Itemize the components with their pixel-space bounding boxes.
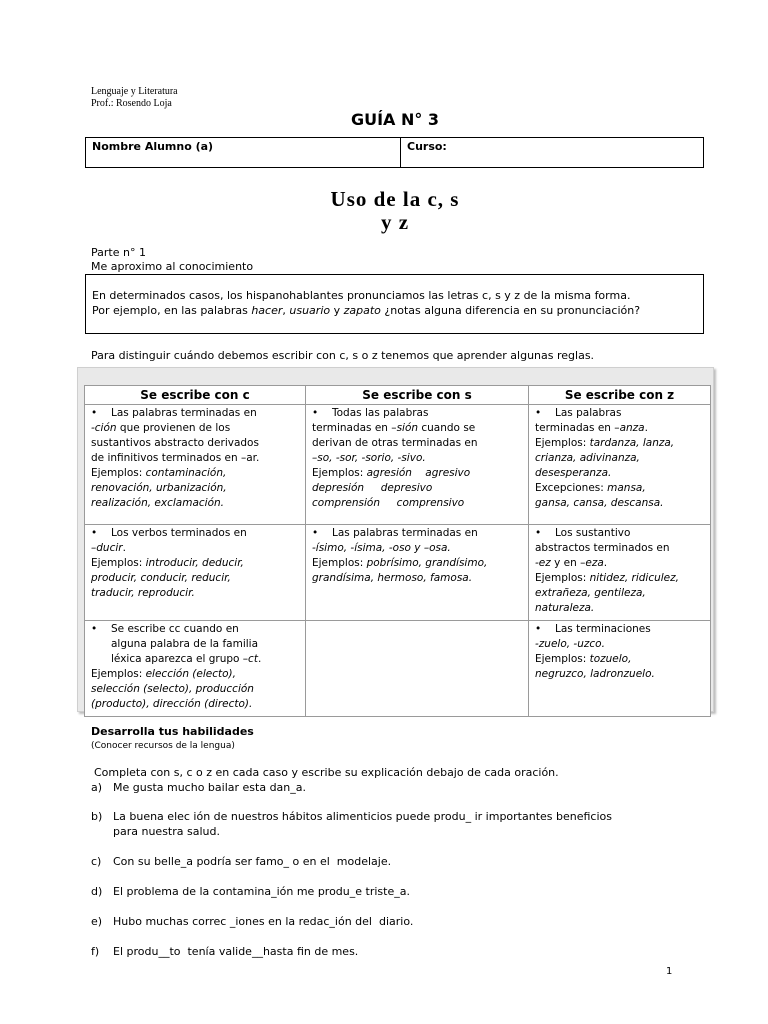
bullet-icon: • xyxy=(312,407,319,419)
student-name-cell[interactable] xyxy=(86,138,401,168)
rule-c-3: • Se escribe cc cuando en alguna palabra de la familia léxica aparezca el grupo –ct. Ejemplos: elección (electo), selección (selecto), producción (producto), dirección (directo). xyxy=(85,621,306,717)
example-word-usuario: usuario xyxy=(289,304,331,317)
rule-s-3-empty xyxy=(306,621,529,717)
part-subtitle: Me aproximo al conocimiento xyxy=(91,260,254,273)
activity-title: Desarrolla tus habilidades xyxy=(91,725,254,738)
header-c: Se escribe con c xyxy=(85,386,306,405)
part-number: Parte n° 1 xyxy=(91,246,146,259)
intro-line1: En determinados casos, los hispanohablantes pronunciamos las letras c, s y z de la misma forma. xyxy=(92,289,631,302)
bullet-icon: • xyxy=(535,407,542,419)
student-info-table xyxy=(85,137,704,168)
student-name-label: Nombre Alumno (a) xyxy=(92,140,214,153)
example-word-hacer: hacer xyxy=(251,304,283,317)
bullet-icon: • xyxy=(535,527,542,539)
question-a: a) Me gusta mucho bailar esta dan_a. xyxy=(91,781,306,794)
main-title xyxy=(290,188,500,234)
intro-box xyxy=(85,274,704,334)
rule-c-1: • Las palabras terminadas en -ción que provienen de los sustantivos abstracto derivados de infinitivos terminados en –ar. Ejemplos: contaminación, renovación, urbanización, realización, exclamación. xyxy=(85,405,306,525)
header-z: Se escribe con z xyxy=(529,386,711,405)
rules-intro: Para distinguir cuándo debemos escribir con c, s o z tenemos que aprender algunas reglas. xyxy=(91,349,595,362)
bullet-icon: • xyxy=(91,407,98,419)
main-title-line1: Uso de la c, s xyxy=(330,187,460,211)
rule-z-3: • Las terminaciones -zuelo, -uzco. Ejemplos: tozuelo, negruzco, ladronzuelo. xyxy=(529,621,711,717)
rules-table xyxy=(84,385,711,717)
bullet-icon: • xyxy=(535,623,542,635)
rule-s-2: • Las palabras terminadas en -ísimo, -ísima, -oso y –osa. Ejemplos: pobrísimo, grandísimo, grandísima, hermoso, famosa. xyxy=(306,525,529,621)
rule-c-2: • Los verbos terminados en –ducir. Ejemplos: introducir, deducir, producir, conducir, reducir, traducir, reproducir. xyxy=(85,525,306,621)
question-d: d) El problema de la contamina_ión me produ_e triste_a. xyxy=(91,885,410,898)
teacher-label: Prof.: Rosendo Loja xyxy=(91,98,172,109)
bullet-icon: • xyxy=(91,623,98,635)
subject-label: Lenguaje y Literatura xyxy=(91,86,178,97)
example-word-zapato: zapato xyxy=(343,304,381,317)
bullet-icon: • xyxy=(91,527,98,539)
intro-line2: Por ejemplo, en las palabras hacer, usuario y zapato ¿notas alguna diferencia en su pronunciación? xyxy=(92,304,641,317)
question-e: e) Hubo muchas correc _iones en la redac_ión del diario. xyxy=(91,915,414,928)
course-cell[interactable] xyxy=(401,138,704,168)
activity-instruction: Completa con s, c o z en cada caso y escribe su explicación debajo de cada oración. xyxy=(94,766,559,779)
page-number: 1 xyxy=(666,966,673,977)
header-s: Se escribe con s xyxy=(306,386,529,405)
main-title-line2: y z xyxy=(380,210,410,234)
rule-z-1: • Las palabras terminadas en –anza. Ejemplos: tardanza, lanza, crianza, adivinanza, desesperanza. Excepciones: mansa, gansa, cansa, descansa. xyxy=(529,405,711,525)
question-f: f) El produ__to tenía valide__hasta fin de mes. xyxy=(91,945,359,958)
rule-s-1: • Todas las palabras terminadas en –sión cuando se derivan de otras terminadas en –so, -sor, -sorio, -sivo. Ejemplos: agresión agresivo depresión depresivo comprensión comprensivo xyxy=(306,405,529,525)
question-c: c) Con su belle_a podría ser famo_ o en el modelaje. xyxy=(91,855,392,868)
rule-z-2: • Los sustantivo abstractos terminados en -ez y en –eza. Ejemplos: nitidez, ridiculez, extrañeza, gentileza, naturaleza. xyxy=(529,525,711,621)
course-label: Curso: xyxy=(407,140,447,153)
guide-title: GUÍA N° 3 xyxy=(350,110,440,129)
question-b: b) La buena elec ión de nuestros hábitos alimenticios puede produ_ ir importantes beneficios para nuestra salud. xyxy=(91,810,612,838)
bullet-icon: • xyxy=(312,527,319,539)
activity-subtitle: (Conocer recursos de la lengua) xyxy=(91,741,235,751)
